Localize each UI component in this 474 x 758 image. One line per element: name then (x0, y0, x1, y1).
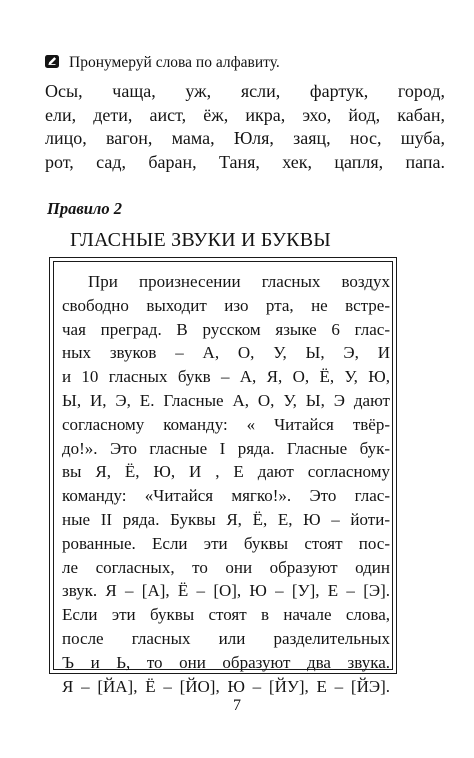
task-instruction (45, 53, 445, 73)
rule-text-line: согласному команду: « Читайся твёр- (62, 414, 390, 434)
word-list-line: ели, дети, аист, ёж, икра, эхо, йод, кабан, (45, 104, 445, 125)
rule-text-line: При произнесении гласных воздух (88, 272, 390, 291)
rule-text-line: ные II ряда. Буквы Я, Ё, Е, Ю – йоти- (62, 509, 390, 529)
rule-text-line: Ы, И, Э, Е. Гласные А, О, У, Ы, Э дают (62, 390, 390, 410)
word-list-line: Осы, чаща, уж, ясли, фартук, город, (45, 81, 445, 101)
rule-text-line: вы Я, Ё, Ю, И , Е дают согласному (62, 462, 390, 482)
rule-text-line: Ъ и Ь, то они образуют два звука. (62, 652, 390, 672)
rule-text-line: до!». Это гласные I ряда. Гласные бук- (62, 438, 390, 458)
rule-title: ГЛАСНЫЕ ЗВУКИ И БУКВЫ (70, 229, 331, 251)
rule-text-line: рованные. Если эти буквы стоят пос- (62, 533, 390, 553)
rule-label: Правило 2 (47, 199, 122, 218)
rule-text-line: ных звуков – А, О, У, Ы, Э, И (62, 343, 390, 363)
task-instruction-text: Пронумеруй слова по алфавиту. (69, 54, 280, 71)
rule-text-line: после гласных или разделительных (62, 628, 390, 648)
word-list-line: лицо, вагон, мама, Юля, заяц, нос, шуба, (45, 128, 445, 148)
page-number: 7 (233, 697, 241, 714)
rule-text (62, 270, 390, 698)
rule-text-line: и 10 гласных букв – А, Я, О, Ё, У, Ю, (62, 367, 390, 387)
word-list-line: рот, сад, баран, Таня, хек, цапля, папа. (45, 151, 445, 172)
rule-text-line: звук. Я – [А], Ё – [О], Ю – [У], Е – [Э]. (62, 581, 390, 601)
rule-text-line: Я – [ЙА], Ё – [ЙО], Ю – [ЙУ], Е – [ЙЭ]. (62, 676, 390, 696)
rule-text-line: Если эти буквы стоят в начале слова, (62, 605, 390, 625)
rule-text-line: свободно выходит изо рта, не встре- (62, 295, 390, 315)
word-list (45, 80, 445, 174)
pencil-square-icon (45, 55, 59, 68)
rule-text-line: чая преград. В русском языке 6 глас- (62, 319, 390, 339)
rule-text-line: ле согласных, то они образуют один (62, 557, 390, 577)
rule-text-line: команду: «Читайся мягко!». Это глас- (62, 486, 390, 506)
